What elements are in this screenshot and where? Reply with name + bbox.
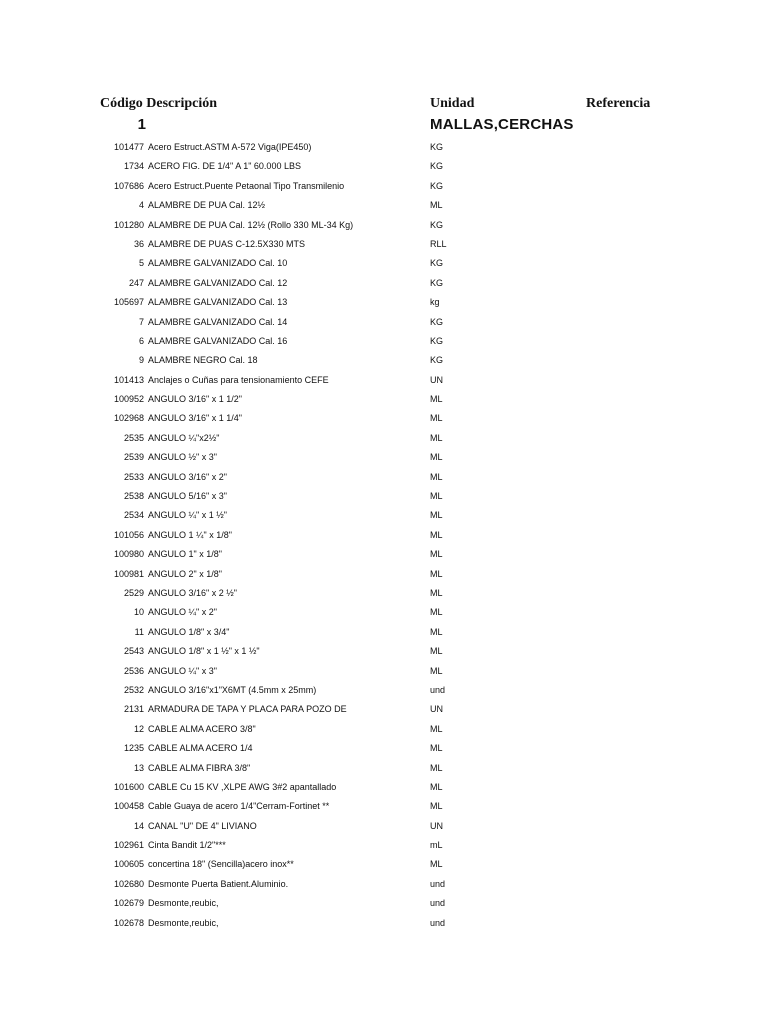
list-item xyxy=(0,197,768,216)
item-description: CANAL "U" DE 4" LIVIANO xyxy=(148,820,257,831)
list-item xyxy=(0,391,768,410)
item-unit: und xyxy=(430,684,446,695)
item-code: 102961 xyxy=(113,840,144,851)
item-code: 247 xyxy=(128,277,144,288)
item-unit: ML xyxy=(430,413,443,424)
item-unit: RLL xyxy=(430,238,447,249)
item-unit: ML xyxy=(430,510,443,521)
item-description: CABLE Cu 15 KV ,XLPE AWG 3#2 apantallado xyxy=(148,781,337,792)
item-description: ARMADURA DE TAPA Y PLACA PARA POZO DE xyxy=(148,704,347,715)
list-item xyxy=(0,604,768,623)
item-unit: ML xyxy=(430,781,443,792)
item-description: ANGULO ½" x 3" xyxy=(148,452,217,463)
list-item xyxy=(0,507,768,526)
item-unit: ML xyxy=(430,549,443,560)
item-unit: und xyxy=(430,898,446,909)
item-unit: ML xyxy=(430,801,443,812)
item-description: ANGULO 2" x 1/8" xyxy=(148,568,222,579)
item-code: 102680 xyxy=(113,878,144,889)
item-code: 11 xyxy=(134,626,144,637)
item-code: 101056 xyxy=(113,529,144,540)
list-item xyxy=(0,895,768,914)
item-code: 2543 xyxy=(123,646,144,657)
item-code: 2536 xyxy=(123,665,144,676)
list-item xyxy=(0,236,768,255)
item-code: 101600 xyxy=(113,781,144,792)
item-code: 105697 xyxy=(113,297,144,308)
group-name: MALLAS,CERCHAS xyxy=(430,116,574,133)
item-description: ANGULO 1" x 1/8" xyxy=(148,549,222,560)
item-code: 36 xyxy=(133,238,144,249)
item-unit: ML xyxy=(430,762,443,773)
list-item xyxy=(0,740,768,759)
item-code: 6 xyxy=(138,335,144,346)
item-description: Desmonte Puerta Batient.Aluminio. xyxy=(148,878,289,889)
item-unit: ML xyxy=(430,646,443,657)
item-description: ANGULO 1 ¼" x 1/8" xyxy=(148,529,232,540)
item-description: Acero Estruct.Puente Petaonal Tipo Transmilenio xyxy=(148,180,345,191)
item-code: 102678 xyxy=(113,917,144,928)
item-code: 2535 xyxy=(123,432,144,443)
item-unit: KG xyxy=(430,335,444,346)
item-description: Desmonte,reubic, xyxy=(148,917,219,928)
list-item xyxy=(0,255,768,274)
list-item xyxy=(0,643,768,662)
item-unit: ML xyxy=(430,743,443,754)
list-item xyxy=(0,624,768,643)
list-item xyxy=(0,779,768,798)
item-unit: ML xyxy=(430,432,443,443)
item-description: ALAMBRE DE PUA Cal. 12½ xyxy=(148,200,266,211)
list-item xyxy=(0,469,768,488)
item-unit: ML xyxy=(430,491,443,502)
item-description: ANGULO ¼"x2½" xyxy=(148,432,220,443)
list-item xyxy=(0,798,768,817)
item-code: 100952 xyxy=(113,394,144,405)
list-item xyxy=(0,333,768,352)
list-item xyxy=(0,818,768,837)
item-code: 2529 xyxy=(123,587,144,598)
item-description: ANGULO 1/8" x 3/4" xyxy=(148,626,230,637)
list-item xyxy=(0,721,768,740)
item-unit: KG xyxy=(430,161,444,172)
item-description: ALAMBRE GALVANIZADO Cal. 16 xyxy=(148,335,288,346)
item-unit: KG xyxy=(430,355,444,366)
item-code: 2539 xyxy=(123,452,144,463)
list-item xyxy=(0,682,768,701)
list-item xyxy=(0,410,768,429)
item-code: 7 xyxy=(138,316,144,327)
item-description: CABLE ALMA ACERO 3/8" xyxy=(148,723,256,734)
list-item xyxy=(0,488,768,507)
item-unit: ML xyxy=(430,568,443,579)
item-description: ALAMBRE GALVANIZADO Cal. 10 xyxy=(148,258,288,269)
item-code: 2533 xyxy=(123,471,144,482)
unit-header: Unidad xyxy=(430,96,475,111)
list-item xyxy=(0,294,768,313)
item-description: ANGULO ¼" x 1 ½" xyxy=(148,510,227,521)
item-unit: ML xyxy=(430,723,443,734)
item-code: 2532 xyxy=(123,684,144,695)
item-description: ALAMBRE GALVANIZADO Cal. 14 xyxy=(148,316,288,327)
item-description: ALAMBRE DE PUA Cal. 12½ (Rollo 330 ML-34 Kg) xyxy=(148,219,354,230)
list-item xyxy=(0,876,768,895)
item-unit: KG xyxy=(430,258,444,269)
item-code: 100605 xyxy=(113,859,144,870)
reference-header: Referencia xyxy=(586,96,651,111)
item-description: ALAMBRE NEGRO Cal. 18 xyxy=(148,355,258,366)
item-unit: UN xyxy=(430,704,443,715)
item-unit: ML xyxy=(430,859,443,870)
item-unit: mL xyxy=(430,840,443,851)
item-code: 101477 xyxy=(113,142,144,152)
item-unit: KG xyxy=(430,180,444,191)
item-unit: ML xyxy=(430,471,443,482)
item-description: ANGULO 5/16" x 3" xyxy=(148,491,227,502)
item-unit: ML xyxy=(430,529,443,540)
item-unit: UN xyxy=(430,374,443,385)
list-item xyxy=(0,139,768,158)
item-description: Anclajes o Cuñas para tensionamiento CEFE xyxy=(148,374,329,385)
item-code: 100981 xyxy=(113,568,144,579)
item-description: concertina 18" (Sencilla)acero inox** xyxy=(148,859,294,870)
item-code: 107686 xyxy=(113,180,144,191)
list-item xyxy=(0,217,768,236)
item-code: 9 xyxy=(138,355,144,366)
item-description: ANGULO 1/8" x 1 ½" x 1 ½" xyxy=(148,646,260,657)
item-description: CABLE ALMA FIBRA 3/8" xyxy=(148,762,251,773)
list-item xyxy=(0,158,768,177)
item-description: ANGULO 3/16"x1"X6MT (4.5mm x 25mm) xyxy=(148,684,317,695)
items-list xyxy=(0,139,768,934)
item-description: ANGULO ¼" x 2" xyxy=(148,607,217,618)
list-item xyxy=(0,760,768,779)
item-description: Cable Guaya de acero 1/4"Cerram-Fortinet ** xyxy=(148,801,330,812)
item-unit: ML xyxy=(430,200,443,211)
item-unit: ML xyxy=(430,587,443,598)
item-description: ANGULO 3/16" x 2 ½" xyxy=(148,587,237,598)
item-code: 100980 xyxy=(113,549,144,560)
list-item xyxy=(0,314,768,333)
list-item xyxy=(0,701,768,720)
item-unit: ML xyxy=(430,626,443,637)
list-item xyxy=(0,449,768,468)
item-code: 4 xyxy=(138,200,144,211)
item-description: Acero Estruct.ASTM A-572 Viga(IPE450) xyxy=(148,142,312,152)
item-description: ANGULO 3/16" x 1 1/2" xyxy=(148,394,242,405)
item-code: 2538 xyxy=(123,491,144,502)
item-description: ALAMBRE GALVANIZADO Cal. 13 xyxy=(148,297,288,308)
item-code: 2534 xyxy=(123,510,144,521)
list-item xyxy=(0,275,768,294)
item-unit: ML xyxy=(430,665,443,676)
item-code: 5 xyxy=(138,258,144,269)
list-item xyxy=(0,856,768,875)
item-description: Desmonte,reubic, xyxy=(148,898,219,909)
item-code: 14 xyxy=(133,820,144,831)
list-item xyxy=(0,372,768,391)
list-item xyxy=(0,837,768,856)
item-description: ALAMBRE GALVANIZADO Cal. 12 xyxy=(148,277,288,288)
item-code: 101413 xyxy=(113,374,144,385)
item-code: 13 xyxy=(133,762,144,773)
item-unit: kg xyxy=(430,297,440,308)
item-description: ANGULO 3/16" x 2" xyxy=(148,471,227,482)
item-description: CABLE ALMA ACERO 1/4 xyxy=(148,743,253,754)
item-description: ANGULO 3/16" x 1 1/4" xyxy=(148,413,242,424)
item-code: 10 xyxy=(133,607,144,618)
item-code: 100458 xyxy=(113,801,144,812)
list-item xyxy=(0,566,768,585)
list-item xyxy=(0,546,768,565)
item-description: ANGULO ¼" x 3" xyxy=(148,665,217,676)
item-code: 2131 xyxy=(123,704,144,715)
group-number: 1 xyxy=(137,116,146,133)
item-unit: ML xyxy=(430,452,443,463)
code-description-header: Código Descripción xyxy=(100,96,218,111)
list-item xyxy=(0,527,768,546)
list-item xyxy=(0,663,768,682)
list-item xyxy=(0,430,768,449)
item-unit: und xyxy=(430,917,446,928)
item-code: 102679 xyxy=(113,898,144,909)
item-code: 1235 xyxy=(123,743,144,754)
item-unit: ML xyxy=(430,607,443,618)
item-unit: ML xyxy=(430,394,443,405)
item-unit: und xyxy=(430,878,446,889)
item-unit: KG xyxy=(430,277,444,288)
item-description: ACERO FIG. DE 1/4" A 1" 60.000 LBS xyxy=(148,161,301,172)
item-unit: KG xyxy=(430,316,444,327)
item-unit: KG xyxy=(430,219,444,230)
list-item xyxy=(0,915,768,934)
item-code: 101280 xyxy=(113,219,144,230)
item-unit: UN xyxy=(430,820,443,831)
item-unit: KG xyxy=(430,142,444,152)
list-item xyxy=(0,585,768,604)
list-item xyxy=(0,352,768,371)
list-item xyxy=(0,178,768,197)
item-code: 12 xyxy=(133,723,144,734)
item-code: 1734 xyxy=(123,161,144,172)
item-description: ALAMBRE DE PUAS C-12.5X330 MTS xyxy=(148,238,306,249)
item-description: Cinta Bandit 1/2"*** xyxy=(148,840,226,851)
item-code: 102968 xyxy=(113,413,144,424)
